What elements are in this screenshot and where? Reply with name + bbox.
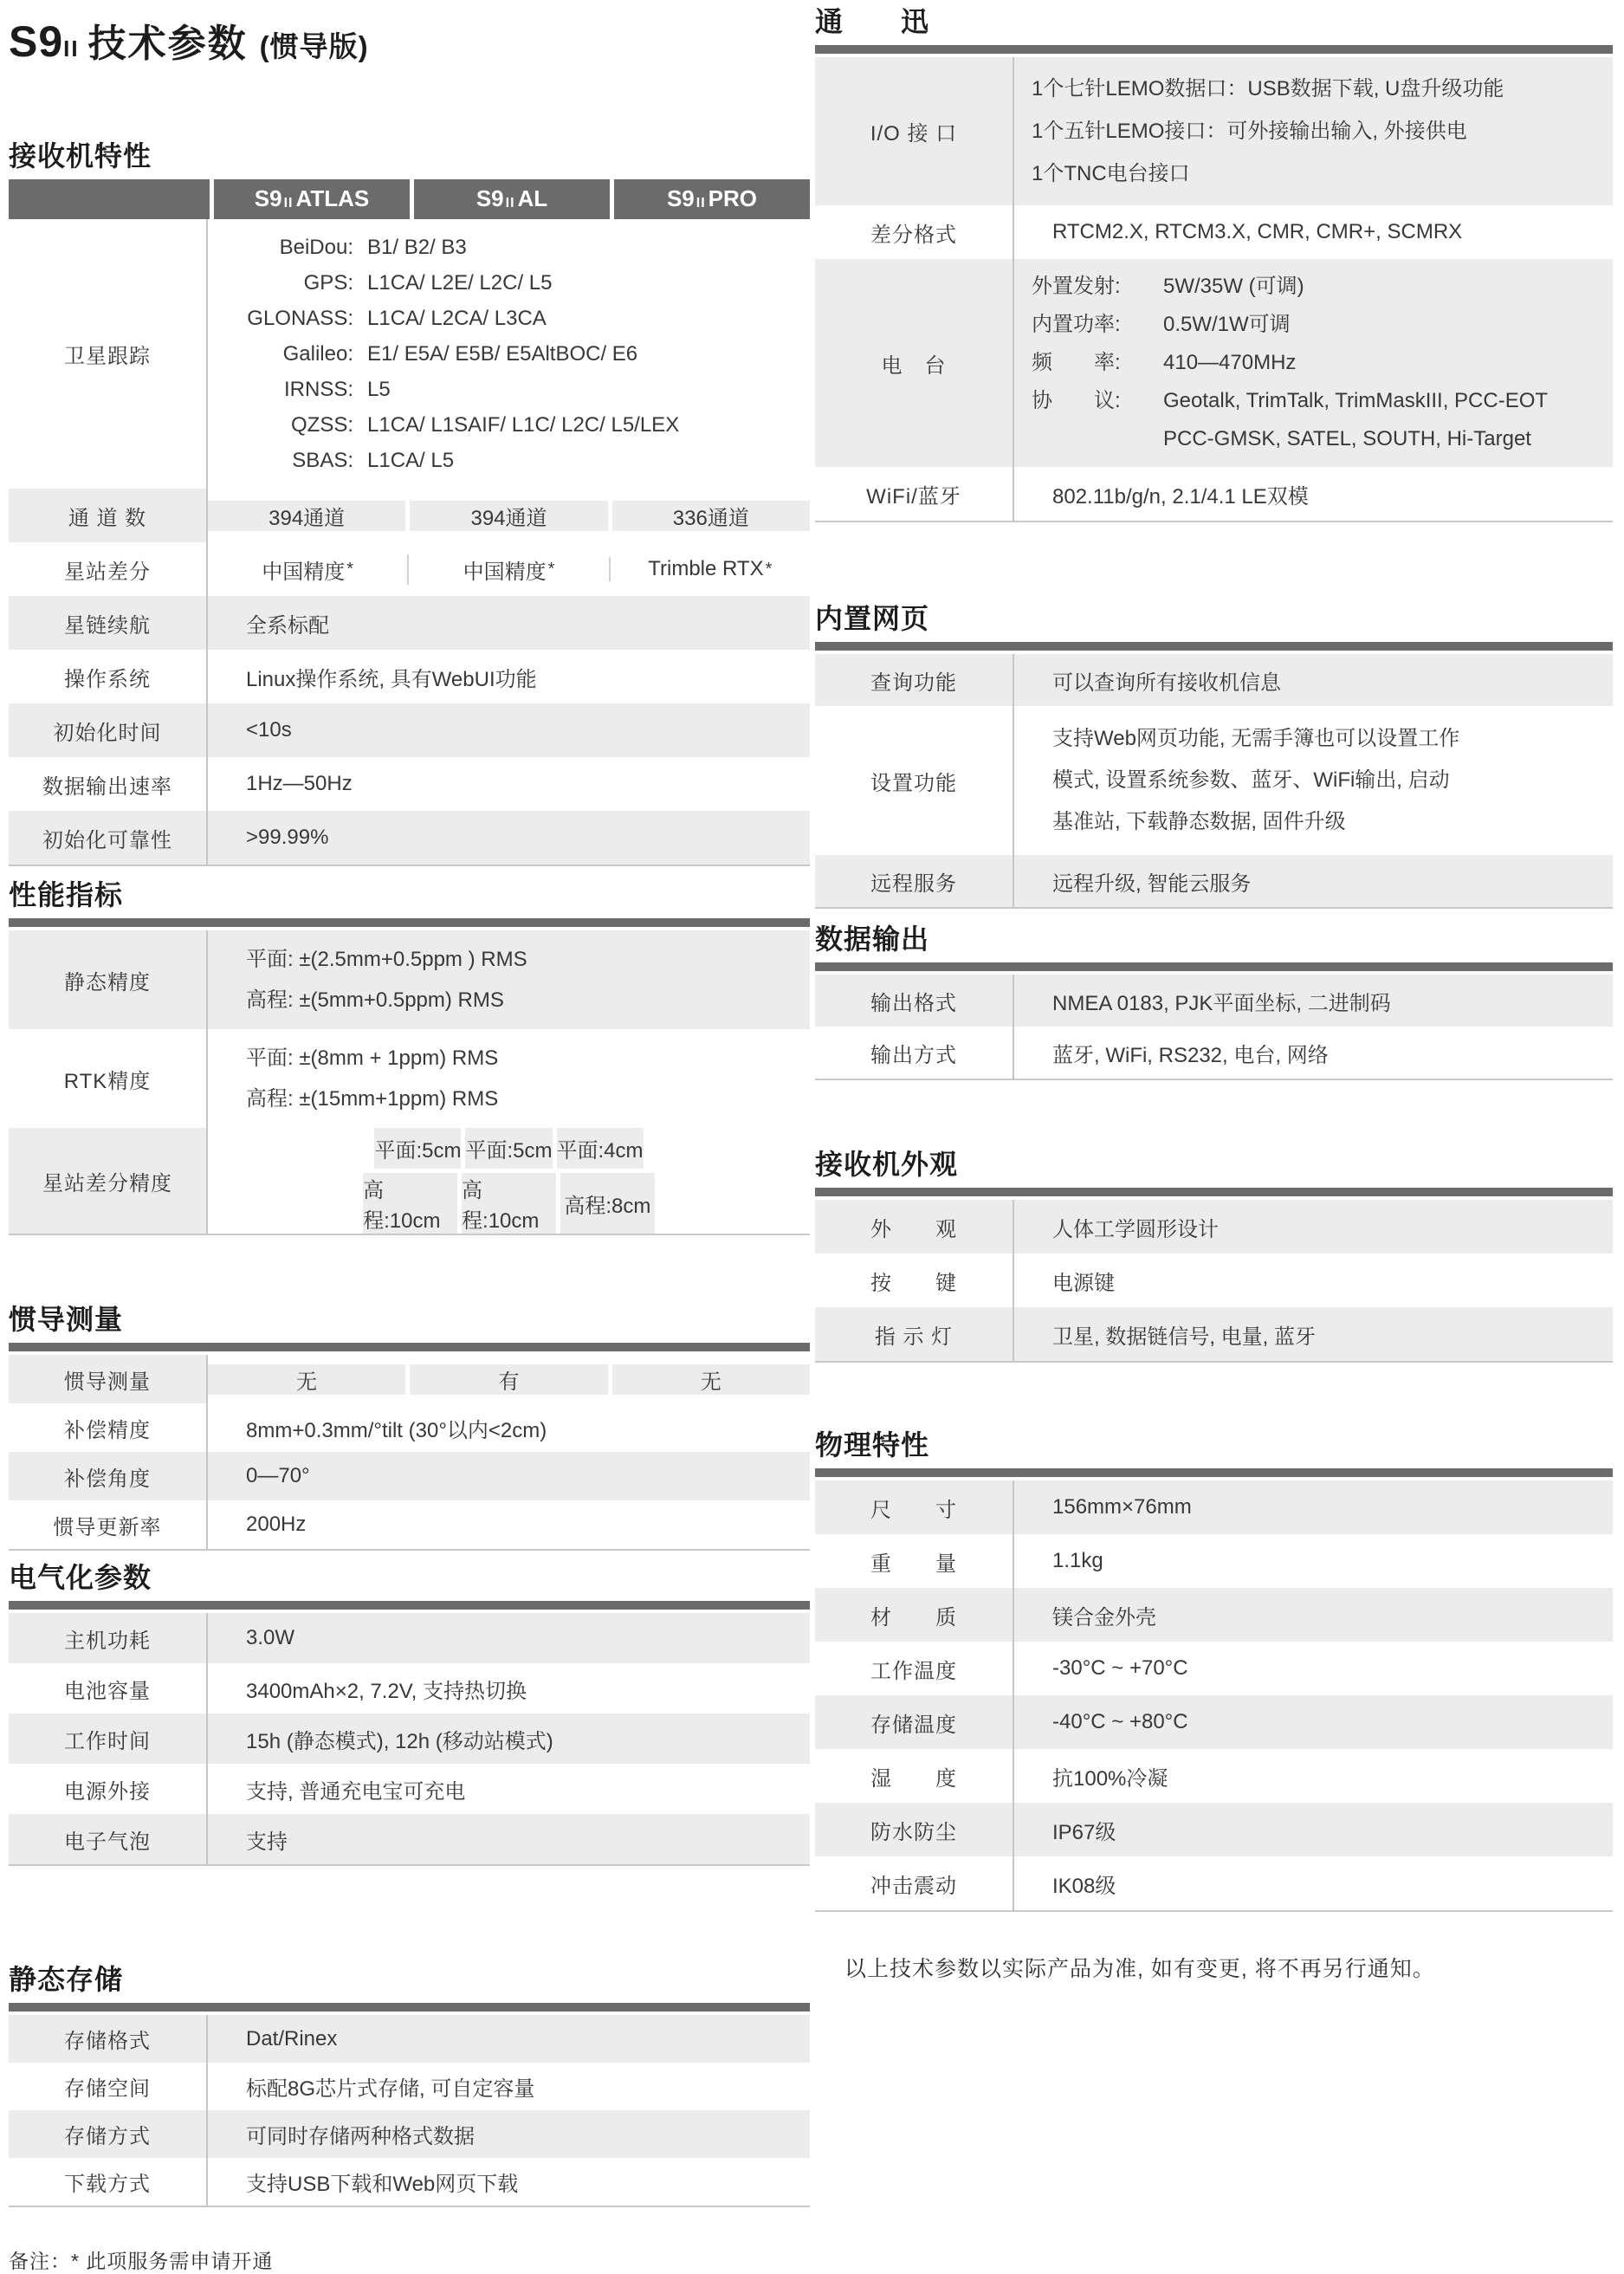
- row-label: 工作温度: [815, 1642, 1014, 1695]
- value-line: 高程: ±(15mm+1ppm) RMS: [246, 1087, 499, 1111]
- spec-row: [9, 1613, 810, 1663]
- row-value-lines: [1014, 57, 1613, 205]
- table-top-bar: [815, 1188, 1613, 1196]
- model-name-suffix: AL: [517, 185, 548, 211]
- spec-row: [815, 57, 1613, 205]
- table-header-model-cell: [214, 179, 410, 219]
- left-column: [9, 0, 810, 2274]
- row-value: 卫星, 数据链信号, 电量, 蓝牙: [1052, 1325, 1317, 1349]
- satellite-signals: L1CA/ L5: [367, 449, 455, 472]
- value-line: [1032, 268, 1613, 306]
- value-line-text: PCC-GMSK, SATEL, SOUTH, Hi-Target: [1163, 427, 1531, 450]
- table-top-bar: [815, 962, 1613, 971]
- row-value: 电源键: [1052, 1271, 1115, 1295]
- value-line-text: 410—470MHz: [1163, 351, 1297, 374]
- row-value: IK08级: [1052, 1874, 1116, 1898]
- row-value: 802.11b/g/n, 2.1/4.1 LE双模: [1052, 484, 1309, 509]
- row-label: 电子气泡: [9, 1814, 208, 1864]
- satellite-line: [208, 265, 810, 301]
- satellite-system-name: SBAS:: [292, 449, 353, 472]
- satellite-signals: L1CA/ L2CA/ L3CA: [367, 307, 547, 330]
- row-value: 3400mAh×2, 7.2V, 支持热切换: [246, 1679, 527, 1703]
- satellite-signals: L1CA/ L1SAIF/ L1C/ L2C/ L5/LEX: [367, 413, 680, 437]
- grid-cell: 高程:8cm: [560, 1173, 655, 1234]
- grid-cell: 平面:5cm: [374, 1128, 461, 1169]
- model-name-generation: II: [505, 196, 515, 211]
- value-paragraph: 支持Web网页功能, 无需手簿也可以设置工作模式, 设置系统参数、蓝牙、WiFi输出, 启动基准站, 下载静态数据, 固件升级: [1052, 727, 1460, 833]
- table-header-empty-cell: [9, 179, 210, 219]
- grid-subrow: [363, 1173, 655, 1234]
- section-heading: 通 迅: [815, 6, 930, 37]
- spec-table: [815, 1468, 1613, 1912]
- spec-row: [9, 703, 810, 757]
- satellite-system-name: IRNSS:: [283, 378, 353, 401]
- spec-row: [9, 489, 810, 542]
- spec-row: [9, 2110, 810, 2158]
- value-line: [1032, 306, 1613, 344]
- model-name-generation: II: [696, 196, 706, 211]
- title-model-sub: II: [63, 36, 80, 62]
- spec-row: [9, 811, 810, 865]
- row-value-columns: [208, 489, 810, 542]
- grid-cell: 高程:10cm: [462, 1173, 556, 1234]
- row-label: RTK精度: [9, 1029, 208, 1128]
- row-label: 存储格式: [9, 2015, 208, 2063]
- spec-row: [9, 2063, 810, 2110]
- row-label: 操作系统: [9, 650, 208, 703]
- row-value: 3.0W: [246, 1626, 295, 1649]
- spec-row: [9, 1403, 810, 1452]
- footnote: 备注：* 此项服务需申请开通: [9, 2250, 274, 2272]
- satellite-signals: L5: [367, 378, 391, 401]
- title-model: S9: [9, 17, 64, 66]
- spec-row: [815, 1254, 1613, 1307]
- row-value: IP67级: [1052, 1820, 1116, 1844]
- model-name-prefix: S9: [666, 185, 695, 211]
- spec-row: [815, 1480, 1613, 1534]
- satellite-signals: B1/ B2/ B3: [367, 236, 467, 259]
- spec-row: [815, 1307, 1613, 1361]
- row-value: 可同时存储两种格式数据: [246, 2125, 475, 2148]
- row-label: 初始化可靠性: [9, 811, 208, 865]
- spec-row: [9, 1663, 810, 1714]
- satellite-line: [208, 443, 810, 478]
- section-heading: 静态存储: [9, 1964, 124, 1995]
- row-value: <10s: [246, 718, 292, 742]
- row-value: 200Hz: [246, 1513, 307, 1536]
- row-label: 冲击震动: [815, 1856, 1014, 1910]
- satellite-line: [208, 301, 810, 336]
- spec-row: [815, 1200, 1613, 1254]
- row-value: 156mm×76mm: [1052, 1495, 1192, 1519]
- table-header-model-cell: [414, 179, 610, 219]
- spec-table: [815, 962, 1613, 1080]
- value-line-label: 内置功率:: [1032, 313, 1121, 336]
- row-label: 补偿精度: [9, 1403, 208, 1452]
- row-label: 通 道 数: [9, 489, 208, 542]
- row-label: 惯导更新率: [9, 1500, 208, 1549]
- spec-table: [815, 642, 1613, 909]
- row-label: 外 观: [815, 1200, 1014, 1254]
- row-value: -30°C ~ +70°C: [1052, 1656, 1188, 1680]
- page-title: [9, 16, 810, 79]
- section-heading: 数据输出: [815, 923, 930, 955]
- value-line: [1032, 344, 1613, 382]
- spec-row: [815, 1856, 1613, 1910]
- row-value: 抗100%冷凝: [1052, 1766, 1168, 1791]
- row-label: 输出格式: [815, 975, 1014, 1027]
- spec-table: [9, 2003, 810, 2207]
- spec-row: [9, 1764, 810, 1814]
- satellite-line: [208, 230, 810, 265]
- row-label: 惯导测量: [9, 1355, 208, 1403]
- disclaimer-note: 以上技术参数以实际产品为准, 如有变更, 将不再另行通知。: [844, 1957, 1435, 1981]
- column-value: Trimble RTX *: [609, 557, 810, 581]
- spec-row: [9, 1355, 810, 1403]
- satellite-signals: L1CA/ L2E/ L2C/ L5: [367, 271, 553, 295]
- satellite-line: [208, 372, 810, 407]
- spec-row: [9, 757, 810, 811]
- table-header-model-cell: [614, 179, 810, 219]
- spec-table: [815, 1188, 1613, 1363]
- row-label: 卫星跟踪: [9, 219, 208, 489]
- section-heading: 内置网页: [815, 603, 930, 634]
- spec-row: [815, 259, 1613, 467]
- satellite-system-name: GPS:: [303, 271, 353, 295]
- spec-row: [9, 1029, 810, 1128]
- row-label: 存储方式: [9, 2110, 208, 2158]
- row-label: 材 质: [815, 1588, 1014, 1642]
- column-value: 中国精度 *: [407, 554, 608, 585]
- grid-cell: 高程:10cm: [363, 1173, 457, 1234]
- row-label: 存储空间: [9, 2063, 208, 2110]
- satellite-line: [208, 336, 810, 372]
- row-value: 支持: [246, 1830, 288, 1854]
- row-value: 标配8G芯片式存储, 可自定容量: [246, 2077, 535, 2101]
- row-label: 指 示 灯: [815, 1307, 1014, 1361]
- column-value: 无: [612, 1364, 810, 1395]
- value-line-text: 5W/35W (可调): [1163, 275, 1304, 298]
- row-value: Linux操作系统, 具有WebUI功能: [246, 667, 537, 691]
- spec-row: [815, 1027, 1613, 1079]
- table-top-bar: [815, 642, 1613, 651]
- row-label: 下载方式: [9, 2158, 208, 2206]
- row-value: [1014, 706, 1613, 855]
- title-variant: (惯导版): [259, 30, 369, 62]
- row-value: 远程升级, 智能云服务: [1052, 871, 1252, 896]
- model-name-prefix: S9: [476, 185, 504, 211]
- column-value: 394通道: [410, 501, 607, 531]
- row-value: 支持USB下载和Web网页下载: [246, 2173, 519, 2196]
- satellite-system-name: BeiDou:: [279, 236, 353, 259]
- row-value-grid: [208, 1128, 810, 1234]
- model-name-prefix: S9: [254, 185, 282, 211]
- value-line: 1个TNC电台接口: [1032, 162, 1190, 185]
- satellite-tracking-list: [208, 219, 810, 489]
- spec-row: [815, 706, 1613, 855]
- spec-row: [815, 467, 1613, 521]
- row-label: 主机功耗: [9, 1613, 208, 1663]
- column-value: 394通道: [208, 501, 405, 531]
- row-label: 防水防尘: [815, 1803, 1014, 1856]
- value-line: 高程: ±(5mm+0.5ppm) RMS: [246, 988, 504, 1012]
- row-label: 初始化时间: [9, 703, 208, 757]
- spec-row: [815, 1588, 1613, 1642]
- spec-row: [9, 650, 810, 703]
- row-label: 输出方式: [815, 1027, 1014, 1079]
- spec-row: [9, 2015, 810, 2063]
- value-line-text: Geotalk, TrimTalk, TrimMaskIII, PCC-EOT: [1163, 389, 1549, 412]
- row-label: 数据输出速率: [9, 757, 208, 811]
- row-label: 存储温度: [815, 1695, 1014, 1749]
- row-value-columns: [208, 1355, 810, 1403]
- row-label: 补偿角度: [9, 1452, 208, 1500]
- spec-table: [9, 1343, 810, 1551]
- row-value: 1Hz—50Hz: [246, 772, 353, 795]
- row-label: 星链续航: [9, 596, 208, 650]
- grid-cell: 平面:4cm: [557, 1128, 644, 1169]
- row-value: >99.99%: [246, 826, 329, 849]
- spec-table: [815, 45, 1613, 522]
- spec-row: [9, 1500, 810, 1549]
- satellite-system-name: QZSS:: [290, 413, 353, 437]
- satellite-system-name: Galileo:: [282, 342, 353, 366]
- spec-table: [9, 1601, 810, 1866]
- row-label: 尺 寸: [815, 1480, 1014, 1534]
- spec-row: [9, 2158, 810, 2206]
- section-heading: 电气化参数: [9, 1562, 152, 1593]
- column-value: 336通道: [612, 501, 810, 531]
- right-column: [815, 0, 1613, 1983]
- value-line: 1个五针LEMO接口：可外接输出输入, 外接供电: [1032, 120, 1467, 143]
- row-label: 星站差分精度: [9, 1128, 208, 1234]
- row-value: 0—70°: [246, 1464, 310, 1487]
- row-label: 远程服务: [815, 855, 1014, 907]
- row-label: 电 台: [815, 259, 1014, 467]
- section-heading: 性能指标: [9, 879, 124, 910]
- row-value: 全系标配: [246, 613, 329, 638]
- spec-row: [815, 1642, 1613, 1695]
- row-label: 星站差分: [9, 542, 208, 596]
- row-label: 设置功能: [815, 706, 1014, 855]
- row-label: I/O 接 口: [815, 57, 1014, 205]
- row-label: 按 键: [815, 1254, 1014, 1307]
- value-line: 平面: ±(8mm + 1ppm) RMS: [246, 1046, 499, 1070]
- row-value-columns: [208, 542, 810, 596]
- section-heading: 惯导测量: [9, 1304, 124, 1335]
- row-value: 8mm+0.3mm/°tilt (30°以内<2cm): [246, 1418, 547, 1442]
- row-value-lines: [1014, 259, 1613, 467]
- model-name-suffix: ATLAS: [295, 185, 370, 211]
- row-value: 15h (静态模式), 12h (移动站模式): [246, 1729, 553, 1753]
- spec-row: [815, 855, 1613, 907]
- row-value: 镁合金外壳: [1052, 1605, 1156, 1629]
- section-heading: 接收机外观: [815, 1149, 959, 1180]
- spec-row: [815, 1803, 1613, 1856]
- right-sections: [815, 5, 1613, 1912]
- row-value: 1.1kg: [1052, 1549, 1103, 1572]
- row-value: RTCM2.X, RTCM3.X, CMR, CMR+, SCMRX: [1052, 220, 1463, 243]
- spec-row: [9, 1128, 810, 1234]
- row-value: Dat/Rinex: [246, 2026, 338, 2050]
- grid-subrow: [374, 1128, 643, 1169]
- row-label: 电池容量: [9, 1663, 208, 1714]
- satellite-line: [208, 407, 810, 443]
- spec-row: [815, 654, 1613, 706]
- row-value: 蓝牙, WiFi, RS232, 电台, 网络: [1052, 1043, 1329, 1067]
- value-line: [1032, 382, 1613, 420]
- spec-row: [815, 205, 1613, 259]
- row-value: -40°C ~ +80°C: [1052, 1710, 1188, 1733]
- row-label: WiFi/蓝牙: [815, 467, 1014, 521]
- spec-row: [815, 975, 1613, 1027]
- value-line: 1个七针LEMO数据口：USB数据下载, U盘升级功能: [1032, 77, 1504, 100]
- spec-row: [9, 219, 810, 489]
- spec-row: [9, 596, 810, 650]
- value-line-label: 频 率:: [1032, 351, 1121, 374]
- row-label: 差分格式: [815, 205, 1014, 259]
- column-value: 无: [208, 1364, 405, 1395]
- table-top-bar: [815, 1468, 1613, 1477]
- value-line: 平面: ±(2.5mm+0.5ppm ) RMS: [246, 948, 527, 971]
- table-top-bar: [9, 2003, 810, 2012]
- value-line-text: 0.5W/1W可调: [1163, 313, 1291, 336]
- value-line-label: 协 议:: [1032, 389, 1121, 412]
- spec-row: [815, 1749, 1613, 1803]
- section-heading: 物理特性: [815, 1429, 930, 1461]
- row-value: NMEA 0183, PJK平面坐标, 二进制码: [1052, 991, 1391, 1015]
- column-value: 有: [410, 1364, 607, 1395]
- spec-row: [9, 930, 810, 1029]
- row-label: 电源外接: [9, 1764, 208, 1814]
- row-value: 可以查询所有接收机信息: [1052, 671, 1281, 695]
- satellite-signals: E1/ E5A/ E5B/ E5AltBOC/ E6: [367, 342, 638, 366]
- value-line-label: [1032, 420, 1163, 458]
- model-name-suffix: PRO: [708, 185, 758, 211]
- table-top-bar: [9, 1601, 810, 1610]
- row-label: 静态精度: [9, 930, 208, 1029]
- spec-row: [815, 1695, 1613, 1749]
- table-top-bar: [9, 918, 810, 927]
- satellite-system-name: GLONASS:: [247, 307, 353, 330]
- grid-cell: 平面:5cm: [465, 1128, 552, 1169]
- row-value-lines: [208, 930, 810, 1029]
- model-name-generation: II: [283, 196, 294, 211]
- value-line: [1032, 420, 1613, 458]
- row-value-lines: [208, 1029, 810, 1128]
- spec-table: [9, 179, 810, 866]
- row-label: 工作时间: [9, 1714, 208, 1764]
- row-label: 湿 度: [815, 1749, 1014, 1803]
- spec-row: [9, 1452, 810, 1500]
- table-header-row: [9, 179, 810, 219]
- spec-row: [9, 1714, 810, 1764]
- spec-row: [815, 1534, 1613, 1588]
- left-sections: [9, 139, 810, 2207]
- title-main: 技术参数: [87, 23, 248, 65]
- spec-table: [9, 918, 810, 1235]
- table-top-bar: [815, 45, 1613, 54]
- table-top-bar: [9, 1343, 810, 1351]
- spec-row: [9, 542, 810, 596]
- value-line-label: 外置发射:: [1032, 275, 1121, 298]
- row-value: 支持, 普通充电宝可充电: [246, 1779, 466, 1804]
- row-value: 人体工学圆形设计: [1052, 1217, 1219, 1241]
- column-value: 中国精度 *: [262, 560, 354, 584]
- section-heading: 接收机特性: [9, 140, 152, 172]
- row-label: 查询功能: [815, 654, 1014, 706]
- spec-row: [9, 1814, 810, 1864]
- row-label: 重 量: [815, 1534, 1014, 1588]
